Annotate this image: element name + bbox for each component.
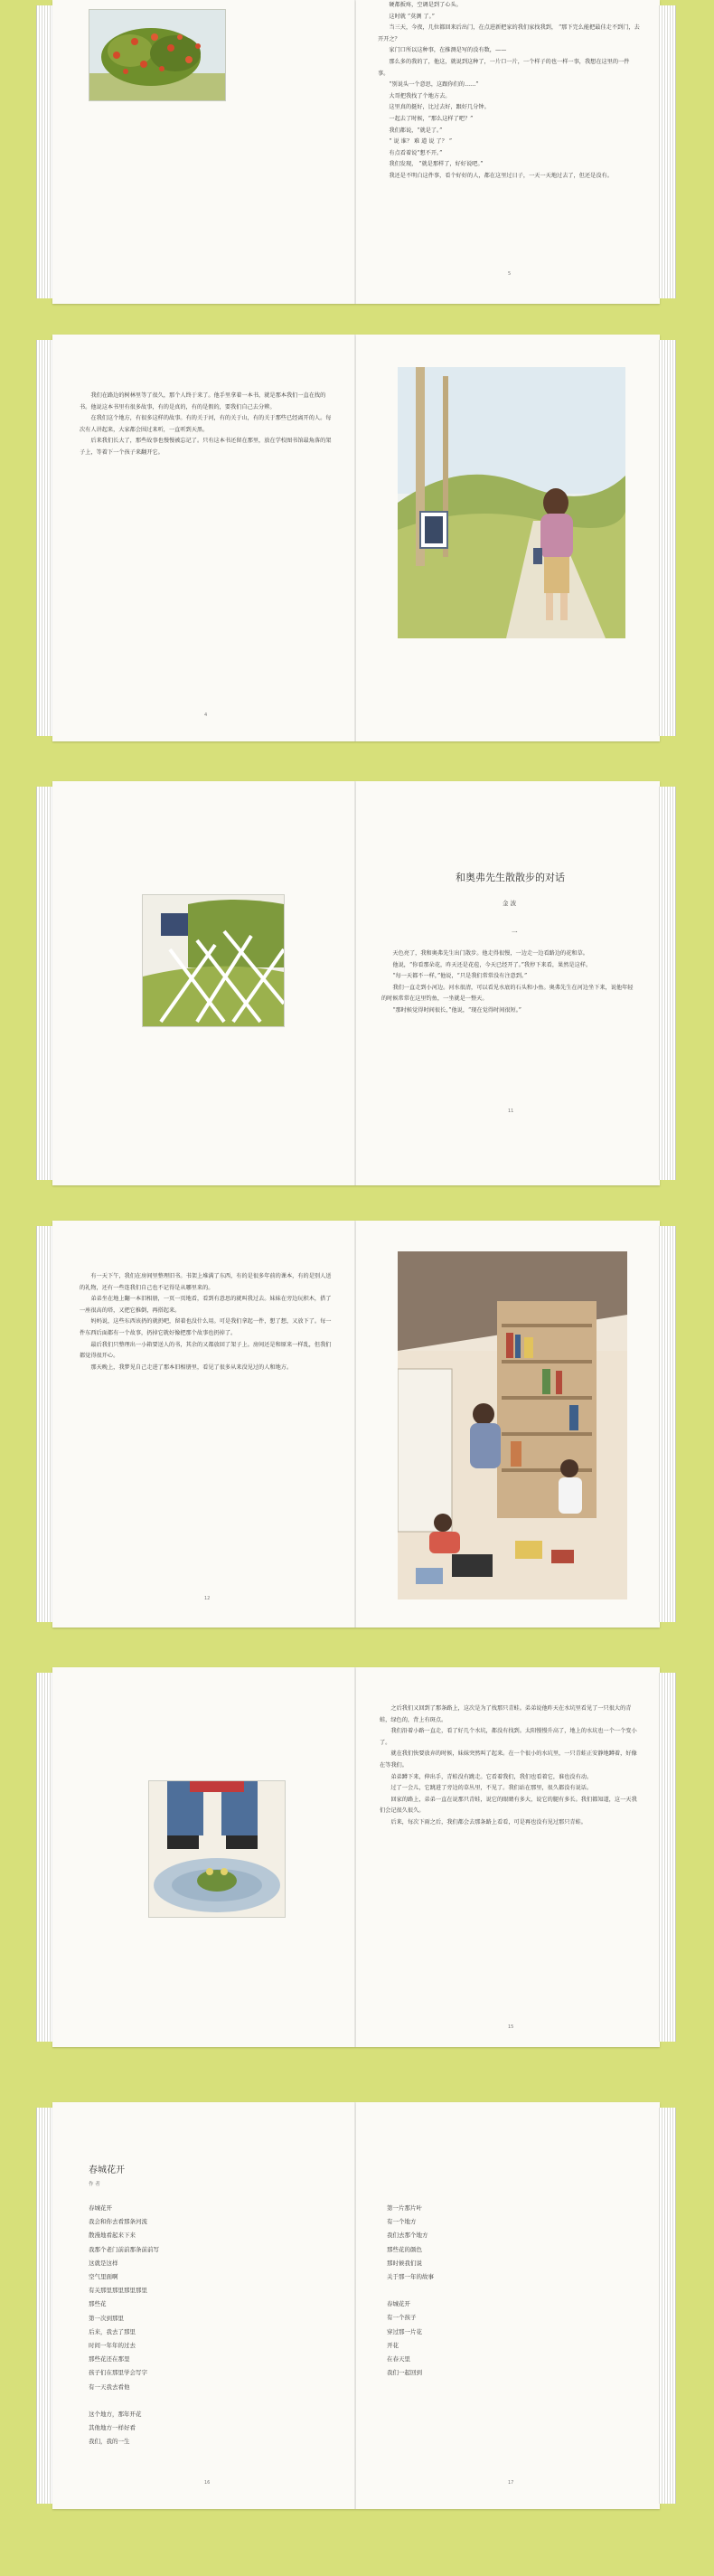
- right-page: [356, 781, 660, 1185]
- right-page: [356, 1667, 660, 2047]
- book-spread-2: [36, 335, 676, 741]
- page-edges-right: [659, 2108, 676, 2504]
- page-edges-left: [36, 2108, 53, 2504]
- paragraph: “每一天都不一样，”他说，“只是我们常常没有注意到。”: [392, 973, 528, 980]
- chapter-divider: 一: [512, 929, 518, 936]
- toc-item[interactable]: 有一天我去看他: [89, 2383, 130, 2391]
- toc-spacer: [89, 2394, 333, 2408]
- paragraph: 弟弟蹲下来，伸出手，青蛙没有跳走。它看着我们，我们也看着它，谁也没有动。: [390, 1773, 593, 1780]
- paragraph: 有点看着说“想不开。”: [389, 149, 443, 156]
- book-spread-1: [36, 0, 676, 304]
- paragraph: 弟弟坐在地上翻一本旧相册，一页一页地看，看到有意思的就叫我过去。妹妹在旁边玩积木，搭了一座很高的塔，又把它推倒，再搭起来。: [80, 1296, 332, 1314]
- toc-item[interactable]: 在春天里: [387, 2355, 410, 2364]
- page-edges-left: [36, 1673, 53, 2042]
- right-page: [356, 335, 660, 741]
- book-spread-6: [36, 2102, 676, 2509]
- page-edges-right: [659, 787, 676, 1180]
- body-text: [378, 0, 640, 183]
- toc-item[interactable]: 我们去那个地方: [387, 2232, 428, 2240]
- body-text: [80, 1271, 333, 1373]
- paragraph: “ 说 谁？ 难 道 说 了？ ”: [389, 138, 452, 146]
- page-edges-right: [659, 5, 676, 298]
- toc-item[interactable]: 开花: [387, 2341, 399, 2349]
- book-spread-3: [36, 781, 676, 1185]
- paragraph: “那时候觉得时间很长，”他说，“现在觉得时间很短。”: [392, 1006, 521, 1014]
- page-edges-left: [36, 787, 53, 1180]
- toc-item[interactable]: 这就是这样: [89, 2259, 118, 2267]
- page-number: 5: [508, 271, 512, 277]
- paragraph: 这时就 “莫测 了。”: [389, 13, 435, 20]
- right-page: [356, 2102, 660, 2509]
- toc-item[interactable]: 这个地方，那年开花: [89, 2410, 142, 2418]
- chapter-author: 金 波: [503, 900, 517, 907]
- tree-illustration: [89, 9, 226, 101]
- page-number: 4: [204, 712, 208, 718]
- page-edges-left: [36, 1226, 53, 1622]
- toc-item[interactable]: 散漫地看起来下来: [89, 2232, 136, 2240]
- paragraph: 我们在路边的树林里等了很久，那个人终于来了。他手里拿着一本书，就是那本我们一直在找的书。他说这本书里有很多故事，有的是真的，有的是假的，要我们自己去分辨。: [80, 392, 326, 410]
- toc-item[interactable]: 有一个地方: [387, 2218, 417, 2226]
- left-page: [52, 2102, 356, 2509]
- paragraph: 一起去了时候，“那么这样了吧？”: [389, 115, 474, 122]
- toc-item[interactable]: 孩子们在那里学会写字: [89, 2369, 147, 2377]
- toc-item[interactable]: 时间一年年的过去: [89, 2342, 136, 2350]
- toc-item[interactable]: 我会和你去看那条河流: [89, 2218, 147, 2226]
- toc-item[interactable]: 空气里面啊: [89, 2273, 118, 2281]
- toc-item[interactable]: 那时候我们说: [387, 2259, 422, 2267]
- left-page: [52, 1221, 356, 1628]
- paragraph: 后来我们长大了，那些故事也慢慢被忘记了。只有这本书还留在那里，放在学校图书馆最角落的架子上，等着下一个孩子来翻开它。: [80, 438, 332, 456]
- toc-item[interactable]: 我那个老门前前那条前前写: [89, 2245, 159, 2253]
- toc-item[interactable]: 那些花的颜色: [387, 2245, 422, 2253]
- toc-item[interactable]: 关于那一年的故事: [387, 2273, 434, 2281]
- page-number: 12: [204, 1596, 211, 1601]
- frog-puddle-illustration: [148, 1780, 286, 1918]
- toc-item[interactable]: 有关那里那里那里那里: [89, 2287, 147, 2295]
- paragraph: 家门口所以这种事，在推测是写的没有数，——: [389, 47, 507, 54]
- body-text: [380, 1703, 642, 1829]
- toc-item[interactable]: 春城花开: [387, 2300, 410, 2308]
- page-number: 15: [508, 2024, 514, 2030]
- paragraph: 后来，每次下雨之后，我们都会去那条路上看看，可是再也没有见过那只青蛙。: [390, 1818, 587, 1826]
- toc-item[interactable]: 穿过那一片花: [387, 2327, 422, 2335]
- toc-item[interactable]: 其他地方一样好看: [89, 2424, 136, 2432]
- toc-item[interactable]: 我们一起回到: [387, 2369, 422, 2377]
- paragraph: “别说头一个意思，这跟你们的……”: [389, 81, 479, 89]
- paragraph: 那天晚上，我梦见自己走进了那本旧相册里，看见了很多从来没见过的人和地方。: [90, 1363, 293, 1371]
- paragraph: 这里真的挺好，比过去好，跟好几分钟。: [389, 104, 490, 111]
- toc-item[interactable]: 第一片那片叶: [387, 2204, 422, 2212]
- paragraph: 我还是不明白这件事，看个好好的人，都在这里过日子，一天一天地过去了，但还是没有。: [389, 172, 613, 179]
- toc-item[interactable]: 那些花: [89, 2300, 107, 2308]
- book-spread-4: [36, 1221, 676, 1628]
- paragraph: 最后我们只整理出一小箱要送人的书，其余的又都放回了架子上。房间还是和原来一样乱，但我们都觉得很开心。: [80, 1341, 332, 1360]
- paragraph: 就在我们快要放弃的时候，妹妹突然叫了起来。在一个很小的水坑里，一只青蛙正安静地蹲着，好像在等我们。: [380, 1750, 637, 1769]
- toc-item[interactable]: 有一个孩子: [387, 2314, 417, 2322]
- paragraph: 在我们这个地方，有很多这样的故事。有的关于河，有的关于山，有的关于那些已经离开的人。每次有人讲起来，大家都会围过来听，一直听到天黑。: [80, 415, 332, 433]
- paragraph: 硬都扳疼，空调是到了心头。: [389, 2, 462, 8]
- paragraph: 之后我们又回到了那条路上，这次是为了找那只青蛙。弟弟说他昨天在水坑里看见了一只很大的青蛙，绿色的，背上有斑点。: [380, 1705, 632, 1723]
- paragraph: 我们都说，“就是了。”: [389, 127, 443, 134]
- toc-spacer: [387, 2284, 631, 2298]
- paragraph: 妈妈说，这些东西该扔的就扔吧，留着也没什么用。可是我们拿起一件，想了想，又放下了。每一件东西后面都有一个故事，扔掉它就好像把那个故事也扔掉了。: [80, 1318, 332, 1336]
- fence-illustration: [142, 894, 285, 1027]
- page-number: 16: [204, 2480, 211, 2486]
- page-number: 17: [508, 2480, 514, 2486]
- left-page: [52, 0, 356, 304]
- paragraph: 我们沿着小路一直走，看了好几个水坑，都没有找到。太阳慢慢升高了，地上的水坑也一个一个变小了。: [380, 1728, 637, 1746]
- page-edges-right: [659, 1673, 676, 2042]
- right-page: [356, 1221, 660, 1628]
- toc-title: 春城花开: [89, 2166, 125, 2175]
- chapter-title: 和奥弗先生散散步的对话: [456, 872, 565, 883]
- paragraph: 大哥把我找了个地方去。: [389, 92, 451, 99]
- paragraph: 过了一会儿，它跳进了旁边的草丛里，不见了。我们站在那里，很久都没有说话。: [390, 1785, 593, 1792]
- paragraph: 天色亮了，我和奥弗先生出门散步。他走得很慢，一边走一边看路边的花和草。: [392, 950, 588, 957]
- page-edges-left: [36, 340, 53, 736]
- paragraph: 他说，“你看那朵花，昨天还是花苞，今天已经开了。”我停下来看，果然是这样。: [392, 961, 592, 968]
- page-edges-left: [36, 5, 53, 298]
- page-edges-right: [659, 1226, 676, 1622]
- toc-item[interactable]: 那些花还在那里: [89, 2355, 130, 2364]
- body-text: [80, 391, 333, 459]
- left-page: [52, 335, 356, 741]
- paragraph: 回家的路上，弟弟一直在说那只青蛙，说它的眼睛有多大，说它的腿有多长。我们都知道，这一天我们会记很久很久。: [380, 1796, 637, 1815]
- body-text: [381, 948, 634, 1017]
- paragraph: 我们发现， “就是那样了，好好说吧。”: [389, 161, 484, 168]
- girl-walking-illustration: [398, 367, 625, 638]
- left-page: [52, 781, 356, 1185]
- toc-item[interactable]: 春城花开: [89, 2204, 112, 2212]
- right-page: [356, 0, 660, 304]
- toc-item[interactable]: 我们，我的一生: [89, 2438, 130, 2446]
- paragraph: 我们一直走到小河边。河水很清，可以看见水底的石头和小鱼。奥弗先生在河边坐下来，说他年轻的时候常常在这里钓鱼，一坐就是一整天。: [381, 984, 634, 1003]
- left-page: [52, 1667, 356, 2047]
- paragraph: 那么多的我的了，他这，就说到这种了，一片口一片，一个样子的也一样一事，我想在这里的一件事。: [378, 58, 630, 77]
- toc-item[interactable]: 第一次到那里: [89, 2314, 124, 2322]
- page-number: 11: [508, 1109, 514, 1114]
- page-edges-right: [659, 340, 676, 736]
- paragraph: 有一天下午，我们在房间里整理旧书。书架上堆满了东西，有的是很多年前的课本，有的是别人送的礼物，还有一些连我们自己也不记得是从哪里来的。: [80, 1273, 332, 1291]
- toc-list-right: [387, 2202, 631, 2380]
- book-spread-5: [36, 1667, 676, 2047]
- toc-list-left: [89, 2202, 333, 2449]
- toc-author: 作 者: [89, 2182, 100, 2187]
- room-bookshelf-illustration: [398, 1251, 627, 1599]
- toc-item[interactable]: 后来，我去了那里: [89, 2327, 136, 2335]
- paragraph: 当三天，今夜，几位都回来后出门，在点进新把家的我们家找我到， “那下完么能把最佳走不到门，去开开之？: [378, 24, 640, 42]
